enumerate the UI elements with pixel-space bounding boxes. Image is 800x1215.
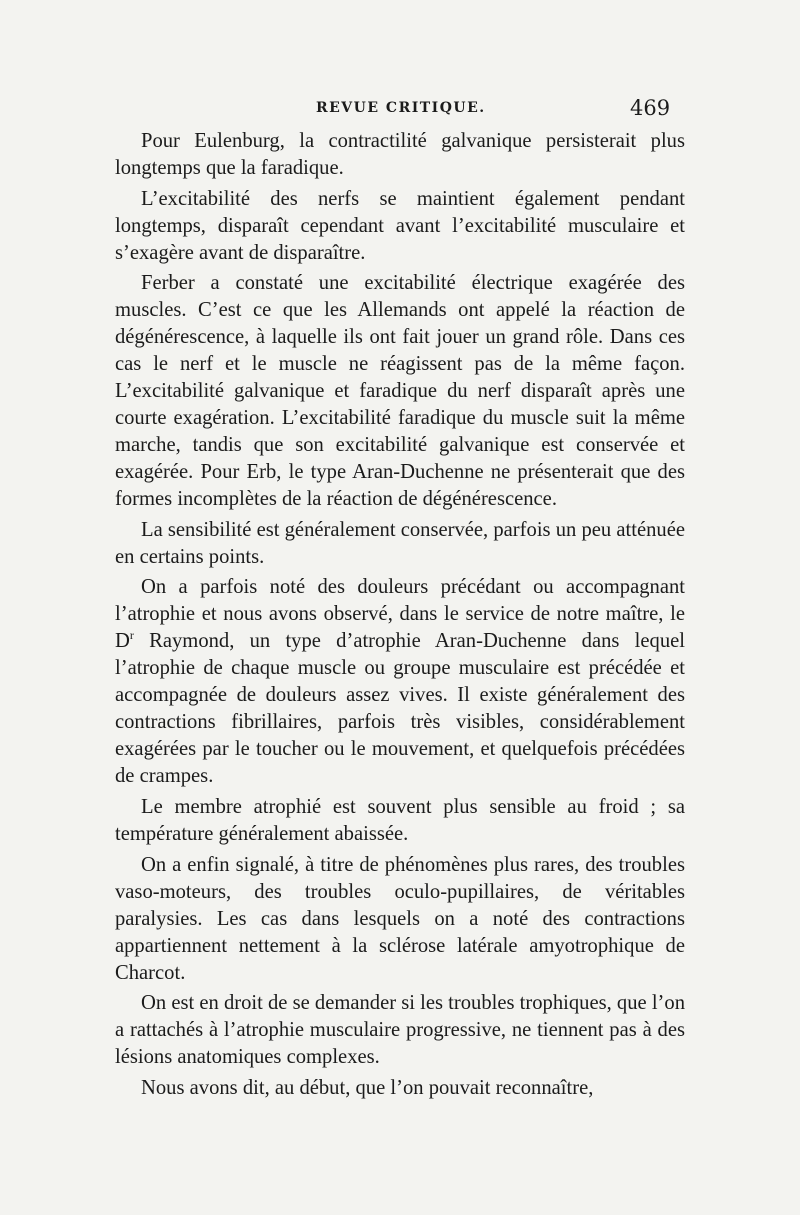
paragraph: Le membre atrophié est souvent plus sensible au froid ; sa température généralement abaissée. <box>115 795 685 845</box>
paragraph: On a enfin signalé, à titre de phénomènes plus rares, des troubles vaso-moteurs, des troubles oculo-pupillaires, de véritables paralysies. Les cas dans lesquels on a noté des contractions appartiennent nettement à la sclérose latérale amyotrophique de Charcot. <box>115 853 685 984</box>
paragraph: Ferber a constaté une excitabilité électrique exagérée des muscles. C’est ce que les Allemands ont appelé la réaction de dégénérescence, à laquelle ils ont fait jouer un grand rôle. Dans ces cas le nerf et le muscle ne réagissent pas de la même façon. L’excitabilité galvanique et faradique du nerf disparaît après une courte exagération. L’excitabilité faradique du muscle suit la même marche, tandis que son excitabilité galvanique est conservée et exagérée. Pour Erb, le type Aran-Duchenne ne présenterait que des formes incomplètes de la réaction de dégénérescence. <box>115 272 685 510</box>
paragraph: La sensibilité est généralement conservée, parfois un peu atténuée en certains points. <box>115 518 685 568</box>
running-title: REVUE CRITIQUE. <box>316 100 486 116</box>
paragraph <box>115 574 685 790</box>
paragraph: Nous avons dit, au début, que l’on pouvait reconnaître, <box>141 1076 594 1099</box>
superscript: r <box>129 628 134 643</box>
paragraph-text: Raymond, un type d’atrophie Aran-Duchenne dans lequel l’atrophie de chaque muscle ou groupe musculaire est précédée et accompagnée de douleurs assez vives. Il existe généralement des contractions fibrillaires, parfois très visibles, considérablement exagérées par le toucher ou le mouvement, et quelquefois précédées de crampes. <box>115 630 685 787</box>
paragraph: On est en droit de se demander si les troubles trophiques, que l’on a rattachés à l’atrophie musculaire progressive, ne tiennent pas à des lésions anatomiques complexes. <box>115 992 685 1068</box>
page-number: 469 <box>630 96 671 120</box>
paragraph-text: On a parfois noté des douleurs précédant ou accompagnant l’atrophie et nous avons observé, dans le service de notre maître, le D <box>115 576 685 652</box>
paragraph: L’excitabilité des nerfs se maintient également pendant longtemps, disparaît cependant avant l’excitabilité musculaire et s’exagère avant de disparaître. <box>115 187 685 264</box>
page-header <box>0 96 800 126</box>
paragraph: Pour Eulenburg, la contractilité galvanique persisterait plus longtemps que la faradique. <box>115 130 685 179</box>
body-text <box>115 128 685 1105</box>
